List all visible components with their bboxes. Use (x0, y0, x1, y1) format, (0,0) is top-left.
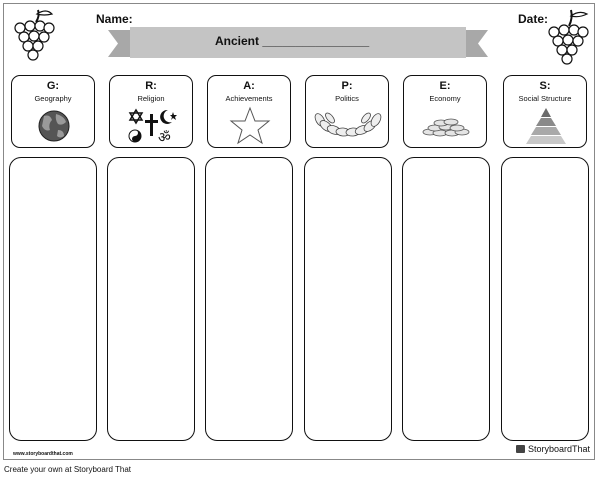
svg-text:ॐ: ॐ (158, 130, 171, 146)
card-label: Politics (335, 94, 359, 103)
card-label: Geography (34, 94, 72, 103)
card-letter: R: (145, 80, 157, 92)
site-url: www.storyboardthat.com (13, 451, 73, 457)
page-title: Ancient ________________ (215, 34, 370, 48)
grapes-icon (10, 6, 58, 66)
pyramid-icon (504, 106, 588, 146)
card-achievements (207, 75, 291, 148)
storyboardthat-logo (516, 444, 590, 454)
card-letter: G: (46, 80, 60, 92)
writing-box-achievements[interactable] (205, 157, 293, 441)
card-religion (109, 75, 193, 148)
card-letter: A: (243, 80, 255, 92)
writing-box-economy[interactable] (402, 157, 490, 441)
card-letter: S: (539, 80, 551, 92)
card-social-structure (503, 75, 587, 148)
card-geography (11, 75, 95, 148)
logo-text: StoryboardThat (528, 444, 591, 454)
card-politics (305, 75, 389, 148)
card-letter: E: (439, 80, 451, 92)
card-economy (403, 75, 487, 148)
card-letter: P: (341, 80, 353, 92)
card-label: Economy (429, 94, 461, 103)
religious-symbols-icon (110, 106, 194, 146)
globe-icon (12, 106, 96, 146)
laurel-wreath-icon (306, 106, 390, 146)
coins-icon (404, 106, 488, 146)
writing-box-social-structure[interactable] (501, 157, 589, 441)
card-label: Social Structure (518, 94, 572, 103)
writing-box-geography[interactable] (9, 157, 97, 441)
credit-link[interactable]: Create your own at Storyboard That (4, 465, 132, 474)
card-label: Religion (137, 94, 165, 103)
name-label: Name: (96, 12, 133, 26)
writing-box-politics[interactable] (304, 157, 392, 441)
logo-icon (516, 445, 525, 453)
date-label: Date: (518, 12, 549, 26)
grapes-icon (545, 8, 593, 68)
star-icon (208, 106, 292, 146)
writing-box-religion[interactable] (107, 157, 195, 441)
card-label: Achievements (225, 94, 273, 103)
